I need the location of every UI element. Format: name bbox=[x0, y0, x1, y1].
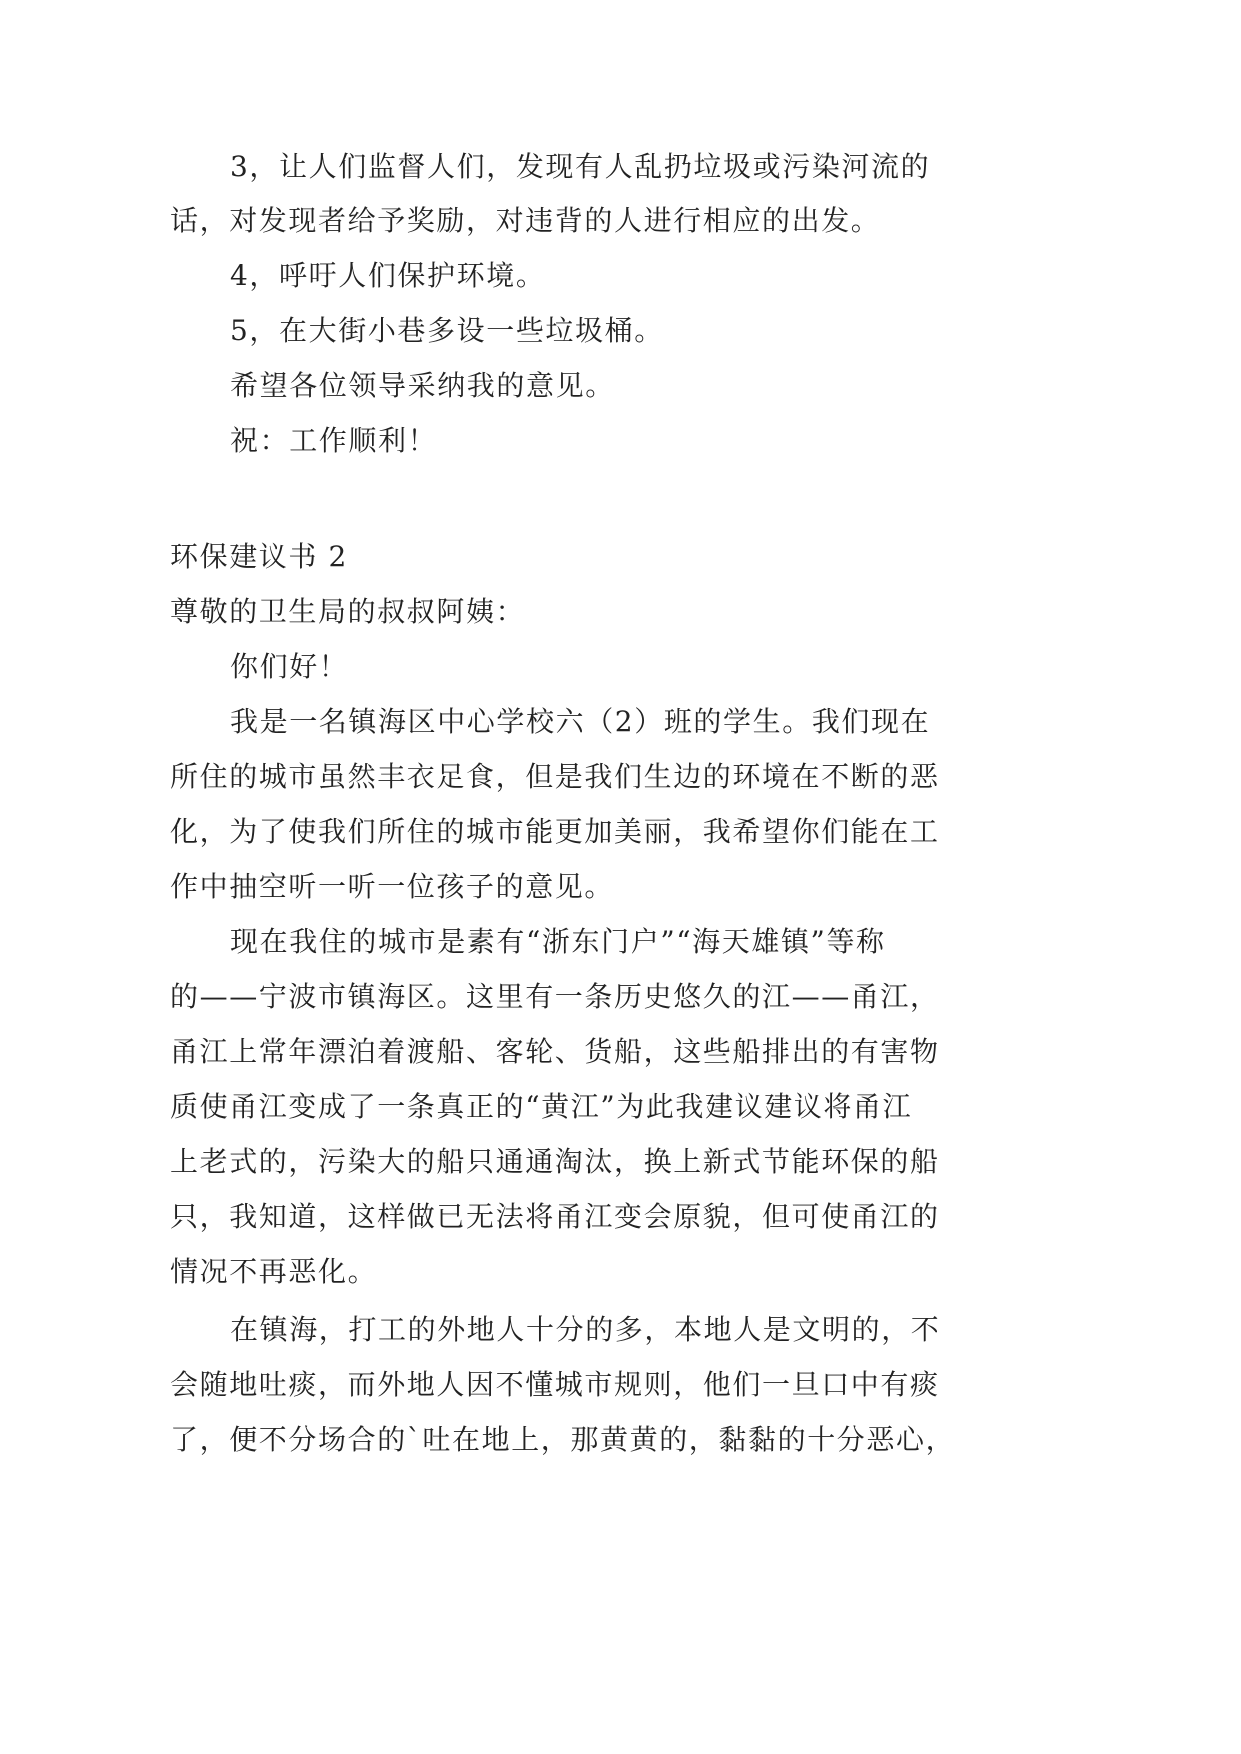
paragraph-line: 质使甬江变成了一条真正的“黄江”为此我建议建议将甬江 bbox=[170, 1090, 913, 1123]
section-title: 环保建议书 2 bbox=[170, 540, 348, 573]
salutation: 尊敬的卫生局的叔叔阿姨： bbox=[170, 595, 526, 628]
paragraph-line: 现在我住的城市是素有“浙东门户”“海天雄镇”等称 bbox=[230, 925, 886, 958]
paragraph-line: 希望各位领导采纳我的意见。 bbox=[230, 369, 615, 402]
closing-line: 祝：工作顺利！ bbox=[230, 424, 438, 457]
paragraph-line: 了，便不分场合的`吐在地上，那黄黄的，黏黏的十分恶心， bbox=[170, 1423, 956, 1456]
paragraph-line: 所住的城市虽然丰衣足食，但是我们生边的环境在不断的恶 bbox=[170, 760, 940, 793]
paragraph-line: 4，呼吁人们保护环境。 bbox=[230, 259, 546, 292]
paragraph-line: 的——宁波市镇海区。这里有一条历史悠久的江——甬江， bbox=[170, 980, 940, 1013]
greeting: 你们好！ bbox=[230, 650, 349, 683]
paragraph-line: 3，让人们监督人们，发现有人乱扔垃圾或污染河流的 bbox=[230, 150, 931, 183]
paragraph-line: 化，为了使我们所住的城市能更加美丽，我希望你们能在工 bbox=[170, 815, 940, 848]
paragraph-line: 甬江上常年漂泊着渡船、客轮、货船，这些船排出的有害物 bbox=[170, 1035, 940, 1068]
paragraph-line: 我是一名镇海区中心学校六（2）班的学生。我们现在 bbox=[230, 705, 931, 738]
paragraph-line: 作中抽空听一听一位孩子的意见。 bbox=[170, 870, 615, 903]
paragraph-line: 上老式的，污染大的船只通通淘汰，换上新式节能环保的船 bbox=[170, 1145, 940, 1178]
paragraph-line: 5，在大街小巷多设一些垃圾桶。 bbox=[230, 314, 664, 347]
paragraph-line: 在镇海，打工的外地人十分的多，本地人是文明的，不 bbox=[230, 1313, 941, 1346]
paragraph-line: 情况不再恶化。 bbox=[170, 1255, 378, 1288]
paragraph-line: 会随地吐痰，而外地人因不懂城市规则，他们一旦口中有痰 bbox=[170, 1368, 940, 1401]
paragraph-line: 只，我知道，这样做已无法将甬江变会原貌，但可使甬江的 bbox=[170, 1200, 940, 1233]
paragraph-line: 话，对发现者给予奖励，对违背的人进行相应的出发。 bbox=[170, 204, 881, 237]
